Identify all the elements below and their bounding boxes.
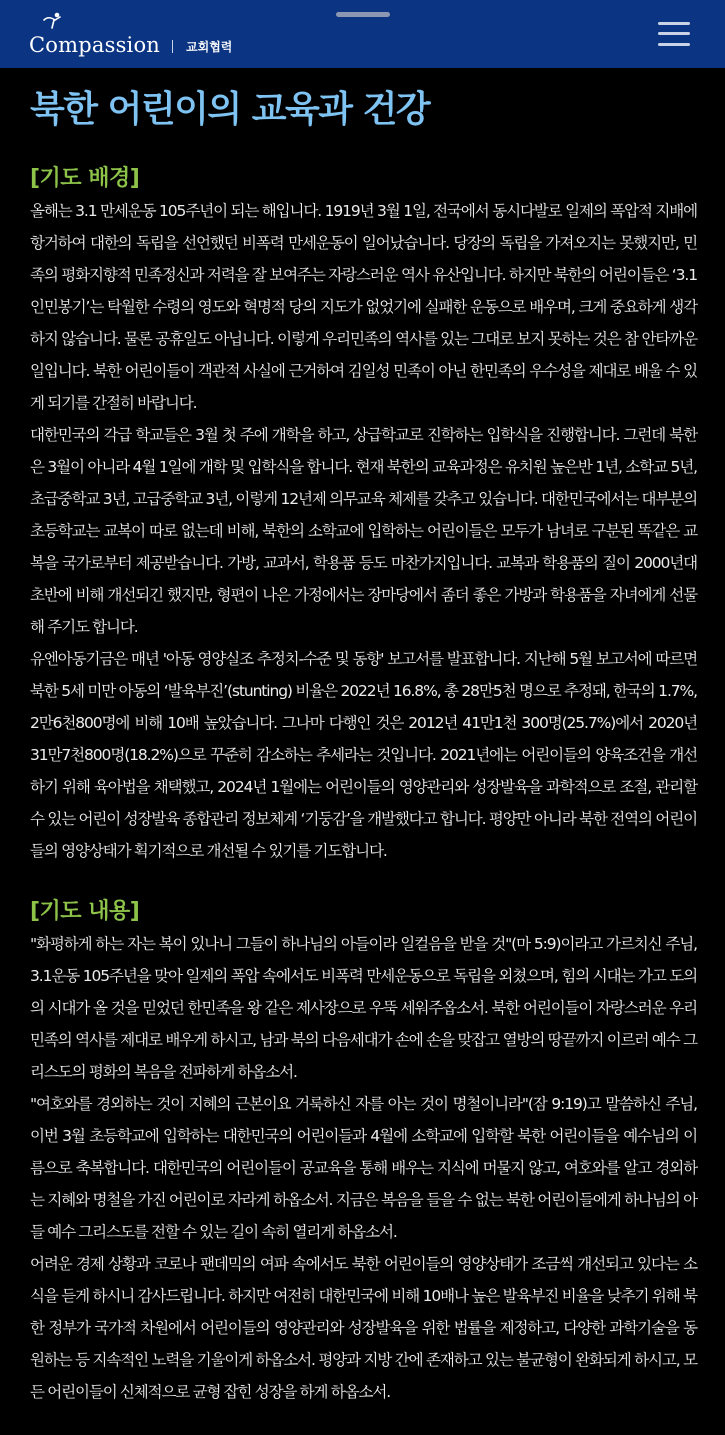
drag-handle[interactable] <box>336 12 390 17</box>
paragraph: "여호와를 경외하는 것이 지혜의 근본이요 거룩하신 자를 아는 것이 명철이니라"(잠 9:19)고 말씀하신 주님, 이번 3월 초등학교에 입학하는 대한민국의 어린이들과 4월에 소학교에 입학할 북한 어린이들을 예수님의 이름으로 축복합니다. 대한민국의 어린이들이 공교육을 통해 배우는 지식에 머물지 않고, 여호와를 알고 경외하는 지혜와 명철을 가진 어린이로 자라게 하옵소서. 지금은 복음을 들을 수 없는 북한 어린이들에게 하나님의 아들 예수 그리스도를 전할 수 있는 길이 속히 열리게 하옵소서. <box>30 1095 697 1241</box>
logo-wordmark: Compassion <box>29 33 161 57</box>
logo-subtitle: 교회협력 <box>186 40 233 54</box>
paragraph: "화평하게 하는 자는 복이 있나니 그들이 하나님의 아들이라 일컬음을 받을 것"(마 5:9)이라고 가르치신 주님, 3.1운동 105주년을 맞아 일제의 폭압 속에서도 비폭력 만세운동으로 독립을 외쳤으며, 힘의 시대는 가고 도의의 시대가 올 것을 믿었던 한민족을 왕 같은 제사장으로 우뚝 세워주옵소서. 북한 어린이들이 자랑스러운 우리민족의 역사를 제대로 배우게 하시고, 남과 북의 다음세대가 손에 손을 맞잡고 열방의 땅끝까지 이르러 예수 그리스도의 평화의 복음을 전파하게 하옵소서. <box>30 935 697 1081</box>
paragraph: 어려운 경제 상황과 코로나 팬데믹의 여파 속에서도 북한 어린이들의 영양상태가 조금씩 개선되고 있다는 소식을 듣게 하시니 감사드립니다. 하지만 여전히 대한민국에 비해 10배나 높은 발육부진 비율을 낮추기 위해 북한 정부가 국가적 차원에서 어린이들의 영양관리와 성장발육을 위한 법률을 제정하고, 다양한 과학기술을 동원하는 등 지속적인 노력을 기울이게 하옵소서. 평양과 지방 간에 존재하고 있는 불균형이 완화되게 하시고, 모든 어린이들이 신체적으로 균형 잡힌 성장을 하게 하옵소서. <box>30 1255 697 1401</box>
figure-mark-icon <box>42 12 64 30</box>
paragraph: 대한민국의 각급 학교들은 3월 첫 주에 개학을 하고, 상급학교로 진학하는 입학식을 진행합니다. 그런데 북한은 3월이 아니라 4월 1일에 개학 및 입학식을 합니다. 현재 북한의 교육과정은 유치원 높은반 1년, 소학교 5년, 초급중학교 3년, 고급중학교 3년, 이렇게 12년제 의무교육 체제를 갖추고 있습니다. 대한민국에서는 대부분의 초등학교는 교복이 따로 없는데 비해, 북한의 소학교에 입학하는 어린이들은 모두가 남녀로 구분된 똑같은 교복을 국가로부터 제공받습니다. 가방, 교과서, 학용품 등도 마찬가지입니다. 교복과 학용품의 질이 2000년대 초반에 비해 개선되긴 했지만, 형편이 나은 가정에서는 장마당에서 좀더 좋은 가방과 학용품을 자녀에게 선물해 주기도 합니다. <box>30 426 697 636</box>
paragraph: 유엔아동기금은 매년 '아동 영양실조 추정치-수준 및 동향' 보고서를 발표합니다. 지난해 5월 보고서에 따르면 북한 5세 미만 아동의 ‘발육부진’(stunting) 비율은 2022년 16.8%, 총 28만5천 명으로 추정돼, 한국의 1.7%, 2만6천800명에 비해 10배 높았습니다. 그나마 다행인 것은 2012년 41만1천 300명(25.7%)에서 2020년 31만7천800명(18.2%)으로 꾸준히 감소하는 추세라는 것입니다. 2021년에는 어린이들의 양육조건을 개선하기 위해 육아법을 채택했고, 2024년 1월에는 어린이들의 영양관리와 성장발육을 과학적으로 조절, 관리할 수 있는 어린이 성장발육 종합관리 정보체계 ‘기둥감’을 개발했다고 합니다. 평양만 아니라 북한 전역의 어린이들의 영양상태가 획기적으로 개선될 수 있기를 기도합니다. <box>30 650 697 860</box>
site-header <box>0 0 725 68</box>
compassion-logo[interactable] <box>29 14 232 58</box>
logo-divider <box>172 40 173 53</box>
hamburger-menu-icon[interactable] <box>658 20 690 48</box>
article-content <box>30 80 697 1408</box>
page-title: 북한 어린이의 교육과 건강 <box>30 89 430 130</box>
paragraph: 올해는 3.1 만세운동 105주년이 되는 해입니다. 1919년 3월 1일, 전국에서 동시다발로 일제의 폭압적 지배에 항거하여 대한의 독립을 선언했던 비폭력 만세운동이 일어났습니다. 당장의 독립을 가져오지는 못했지만, 민족의 평화지향적 민족정신과 저력을 잘 보여주는 자랑스러운 역사 유산입니다. 하지만 북한의 어린이들은 ‘3.1인민봉기’는 탁월한 수령의 영도와 혁명적 당의 지도가 없었기에 실패한 운동으로 배우며, 크게 중요하게 생각하지 않습니다. 물론 공휴일도 아닙니다. 이렇게 우리민족의 역사를 있는 그대로 보지 못하는 것은 참 안타까운 일입니다. 북한 어린이들이 객관적 사실에 근거하여 김일성 민족이 아닌 한민족의 우수성을 제대로 배울 수 있게 되기를 간절히 바랍니다. <box>30 202 697 412</box>
section-heading-prayer: [기도 내용] <box>30 899 140 924</box>
section-heading-background: [기도 배경] <box>30 166 140 191</box>
